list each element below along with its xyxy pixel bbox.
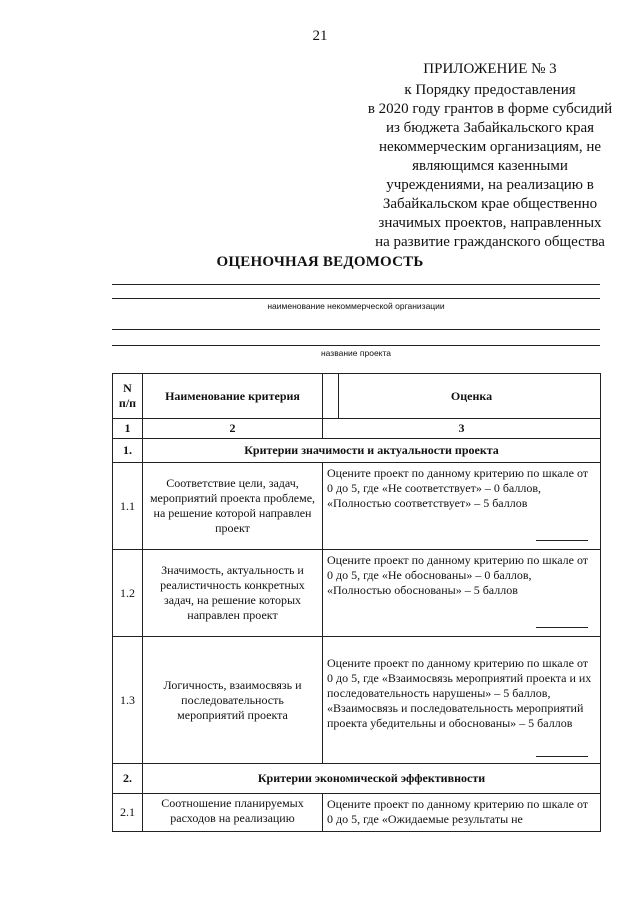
row-number: 1.1 (113, 463, 143, 550)
score-blank-line (536, 756, 588, 757)
section-number: 1. (113, 439, 143, 463)
header-score (323, 374, 601, 419)
row-number: 1.2 (113, 550, 143, 637)
row-number: 1.3 (113, 637, 143, 764)
project-name-caption: название проекта (320, 348, 392, 358)
appendix-line: некоммерческим организациям, не (378, 139, 602, 155)
appendix-title: ПРИЛОЖЕНИЕ № 3 (423, 61, 557, 77)
criterion-name: Соответствие цели, задач, мероприятий проекта проблеме, на решение которой направлен проект (143, 463, 323, 550)
score-cell (323, 463, 601, 550)
appendix-line: к Порядку предоставления (404, 82, 576, 98)
score-cell (323, 637, 601, 764)
score-instruction: Оцените проект по данному критерию по шкале от 0 до 5, где «Не обоснованы» – 0 баллов, «Полностью обоснованы» – 5 баллов (327, 553, 589, 597)
section-number: 2. (113, 764, 143, 794)
header-number: N п/п (113, 374, 143, 419)
score-blank-line (536, 627, 588, 628)
table-row (113, 637, 601, 764)
table-row (113, 794, 601, 832)
criterion-name: Соотношение планируемых расходов на реализацию (143, 794, 323, 832)
criterion-name: Значимость, актуальность и реалистичность конкретных задач, на решение которых направлен проект (143, 550, 323, 637)
table-row (113, 463, 601, 550)
appendix-line: из бюджета Забайкальского края (385, 120, 595, 136)
document-title: ОЦЕНОЧНАЯ ВЕДОМОСТЬ (216, 254, 424, 270)
org-name-caption: наименование некоммерческой организации (267, 301, 445, 311)
appendix-line: Забайкальском крае общественно (382, 196, 598, 212)
score-instruction: Оцените проект по данному критерию по шкале от 0 до 5, где «Взаимосвязь мероприятий проекта и их последовательность нарушены» – 5 баллов, «Взаимосвязь и последовательность мероприятий проекта убедительны и обоснованы» – 5 баллов (327, 656, 592, 730)
header-criterion (143, 374, 323, 419)
appendix-line: значимых проектов, направленных (378, 215, 602, 231)
header-divider (338, 374, 339, 418)
section-title: Критерии экономической эффективности (143, 764, 601, 794)
page-number: 21 (312, 28, 328, 44)
score-blank-line (536, 540, 588, 541)
criterion-name: Логичность, взаимосвязь и последовательность мероприятий проекта (143, 637, 323, 764)
org-name-line-2 (112, 298, 600, 299)
appendix-header (360, 60, 620, 252)
column-number: 3 (323, 419, 601, 439)
section-title: Критерии значимости и актуальности проекта (143, 439, 601, 463)
section-row (113, 764, 601, 794)
appendix-line: в 2020 году грантов в форме субсидий (367, 101, 613, 117)
column-number: 1 (113, 419, 143, 439)
column-number-row (113, 419, 601, 439)
table-header-row (113, 374, 601, 419)
appendix-line: на развитие гражданского общества (375, 234, 605, 250)
score-cell (323, 550, 601, 637)
org-name-line-1 (112, 284, 600, 285)
appendix-line: учреждениями, на реализацию в (386, 177, 594, 193)
score-instruction: Оцените проект по данному критерию по шкале от 0 до 5, где «Не соответствует» – 0 баллов, «Полностью соответствует» – 5 баллов (327, 466, 589, 510)
project-name-line-1 (112, 329, 600, 330)
header-criterion-label: Наименование критерия (165, 388, 300, 403)
row-number: 2.1 (113, 794, 143, 832)
evaluation-table (112, 373, 601, 832)
project-name-line-2 (112, 345, 600, 346)
header-score-label: Оценка (450, 389, 493, 403)
section-row (113, 439, 601, 463)
column-number: 2 (143, 419, 323, 439)
score-instruction: Оцените проект по данному критерию по шкале от 0 до 5, где «Ожидаемые результаты не (327, 797, 589, 826)
appendix-line: являющимся казенными (412, 158, 568, 174)
table-row (113, 550, 601, 637)
score-cell (323, 794, 601, 832)
